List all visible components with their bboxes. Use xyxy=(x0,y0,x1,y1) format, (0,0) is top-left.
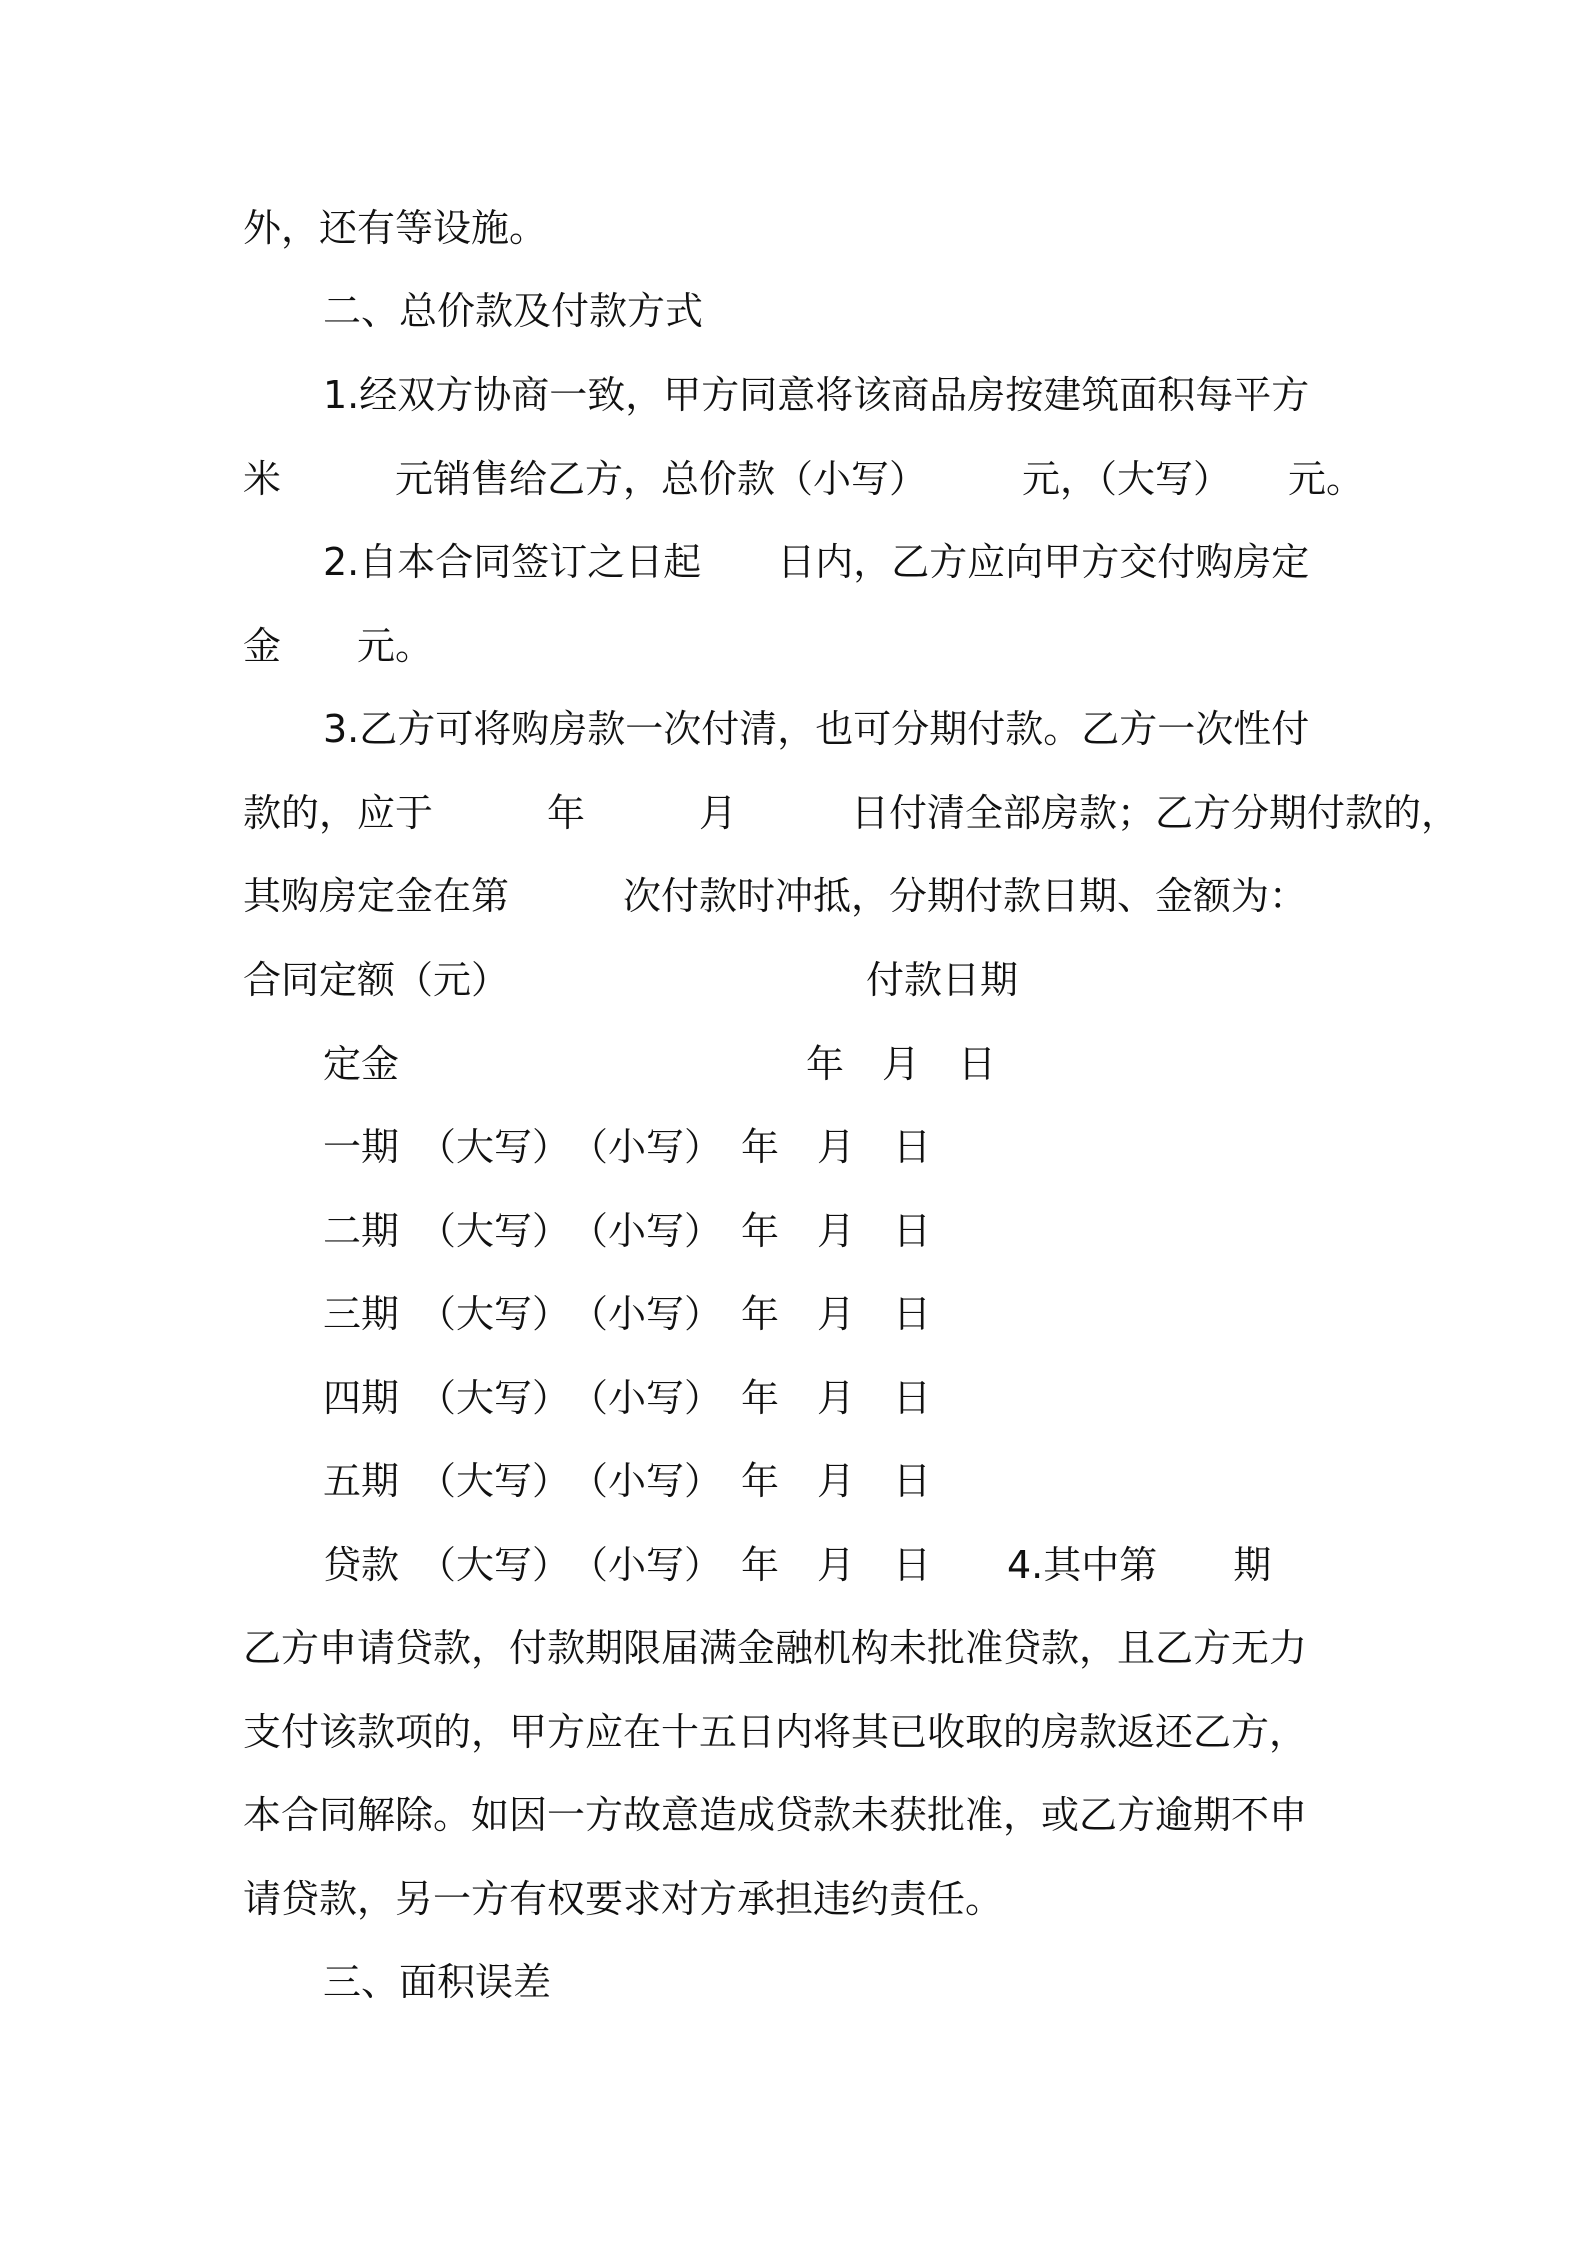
deposit-date: 年 月 日 xyxy=(806,1042,997,1086)
text-line: 外，还有等设施。 xyxy=(243,206,548,250)
text-line: 2.自本合同签订之日起 日内，乙方应向甲方交付购房定 xyxy=(323,540,1310,584)
text-line: 金 元。 xyxy=(243,624,434,668)
section-heading: 二、总价款及付款方式 xyxy=(323,289,704,333)
installment-row: 二期 （大写） （小写） 年 月 日 xyxy=(323,1209,932,1253)
text-line: 款的，应于 年 月 日付清全部房款；乙方分期付款的， xyxy=(243,791,1460,835)
deposit-label: 定金 xyxy=(323,1042,400,1086)
text-line: 1.经双方协商一致，甲方同意将该商品房按建筑面积每平方 xyxy=(323,373,1310,417)
text-line: 米 元销售给乙方，总价款（小写） 元，（大写） 元。 xyxy=(243,457,1365,501)
installment-row: 四期 （大写） （小写） 年 月 日 xyxy=(323,1376,932,1420)
amount-column-header: 合同定额（元） xyxy=(243,958,510,1002)
loan-row: 贷款 （大写） （小写） 年 月 日 4.其中第 期 xyxy=(323,1543,1272,1587)
text-line: 其购房定金在第 次付款时冲抵，分期付款日期、金额为： xyxy=(243,874,1308,918)
installment-row: 五期 （大写） （小写） 年 月 日 xyxy=(323,1459,932,1503)
text-line: 乙方申请贷款，付款期限届满金融机构未批准贷款，且乙方无力 xyxy=(243,1626,1308,1670)
text-line: 请贷款，另一方有权要求对方承担违约责任。 xyxy=(243,1877,1004,1921)
text-line: 本合同解除。如因一方故意造成贷款未获批准，或乙方逾期不申 xyxy=(243,1793,1308,1837)
installment-row: 三期 （大写） （小写） 年 月 日 xyxy=(323,1292,932,1336)
installment-row: 一期 （大写） （小写） 年 月 日 xyxy=(323,1125,932,1169)
section-heading: 三、面积误差 xyxy=(323,1960,552,2004)
date-column-header: 付款日期 xyxy=(866,958,1019,1002)
text-line: 支付该款项的，甲方应在十五日内将其已收取的房款返还乙方， xyxy=(243,1710,1308,1754)
text-line: 3.乙方可将购房款一次付清，也可分期付款。乙方一次性付 xyxy=(323,707,1310,751)
